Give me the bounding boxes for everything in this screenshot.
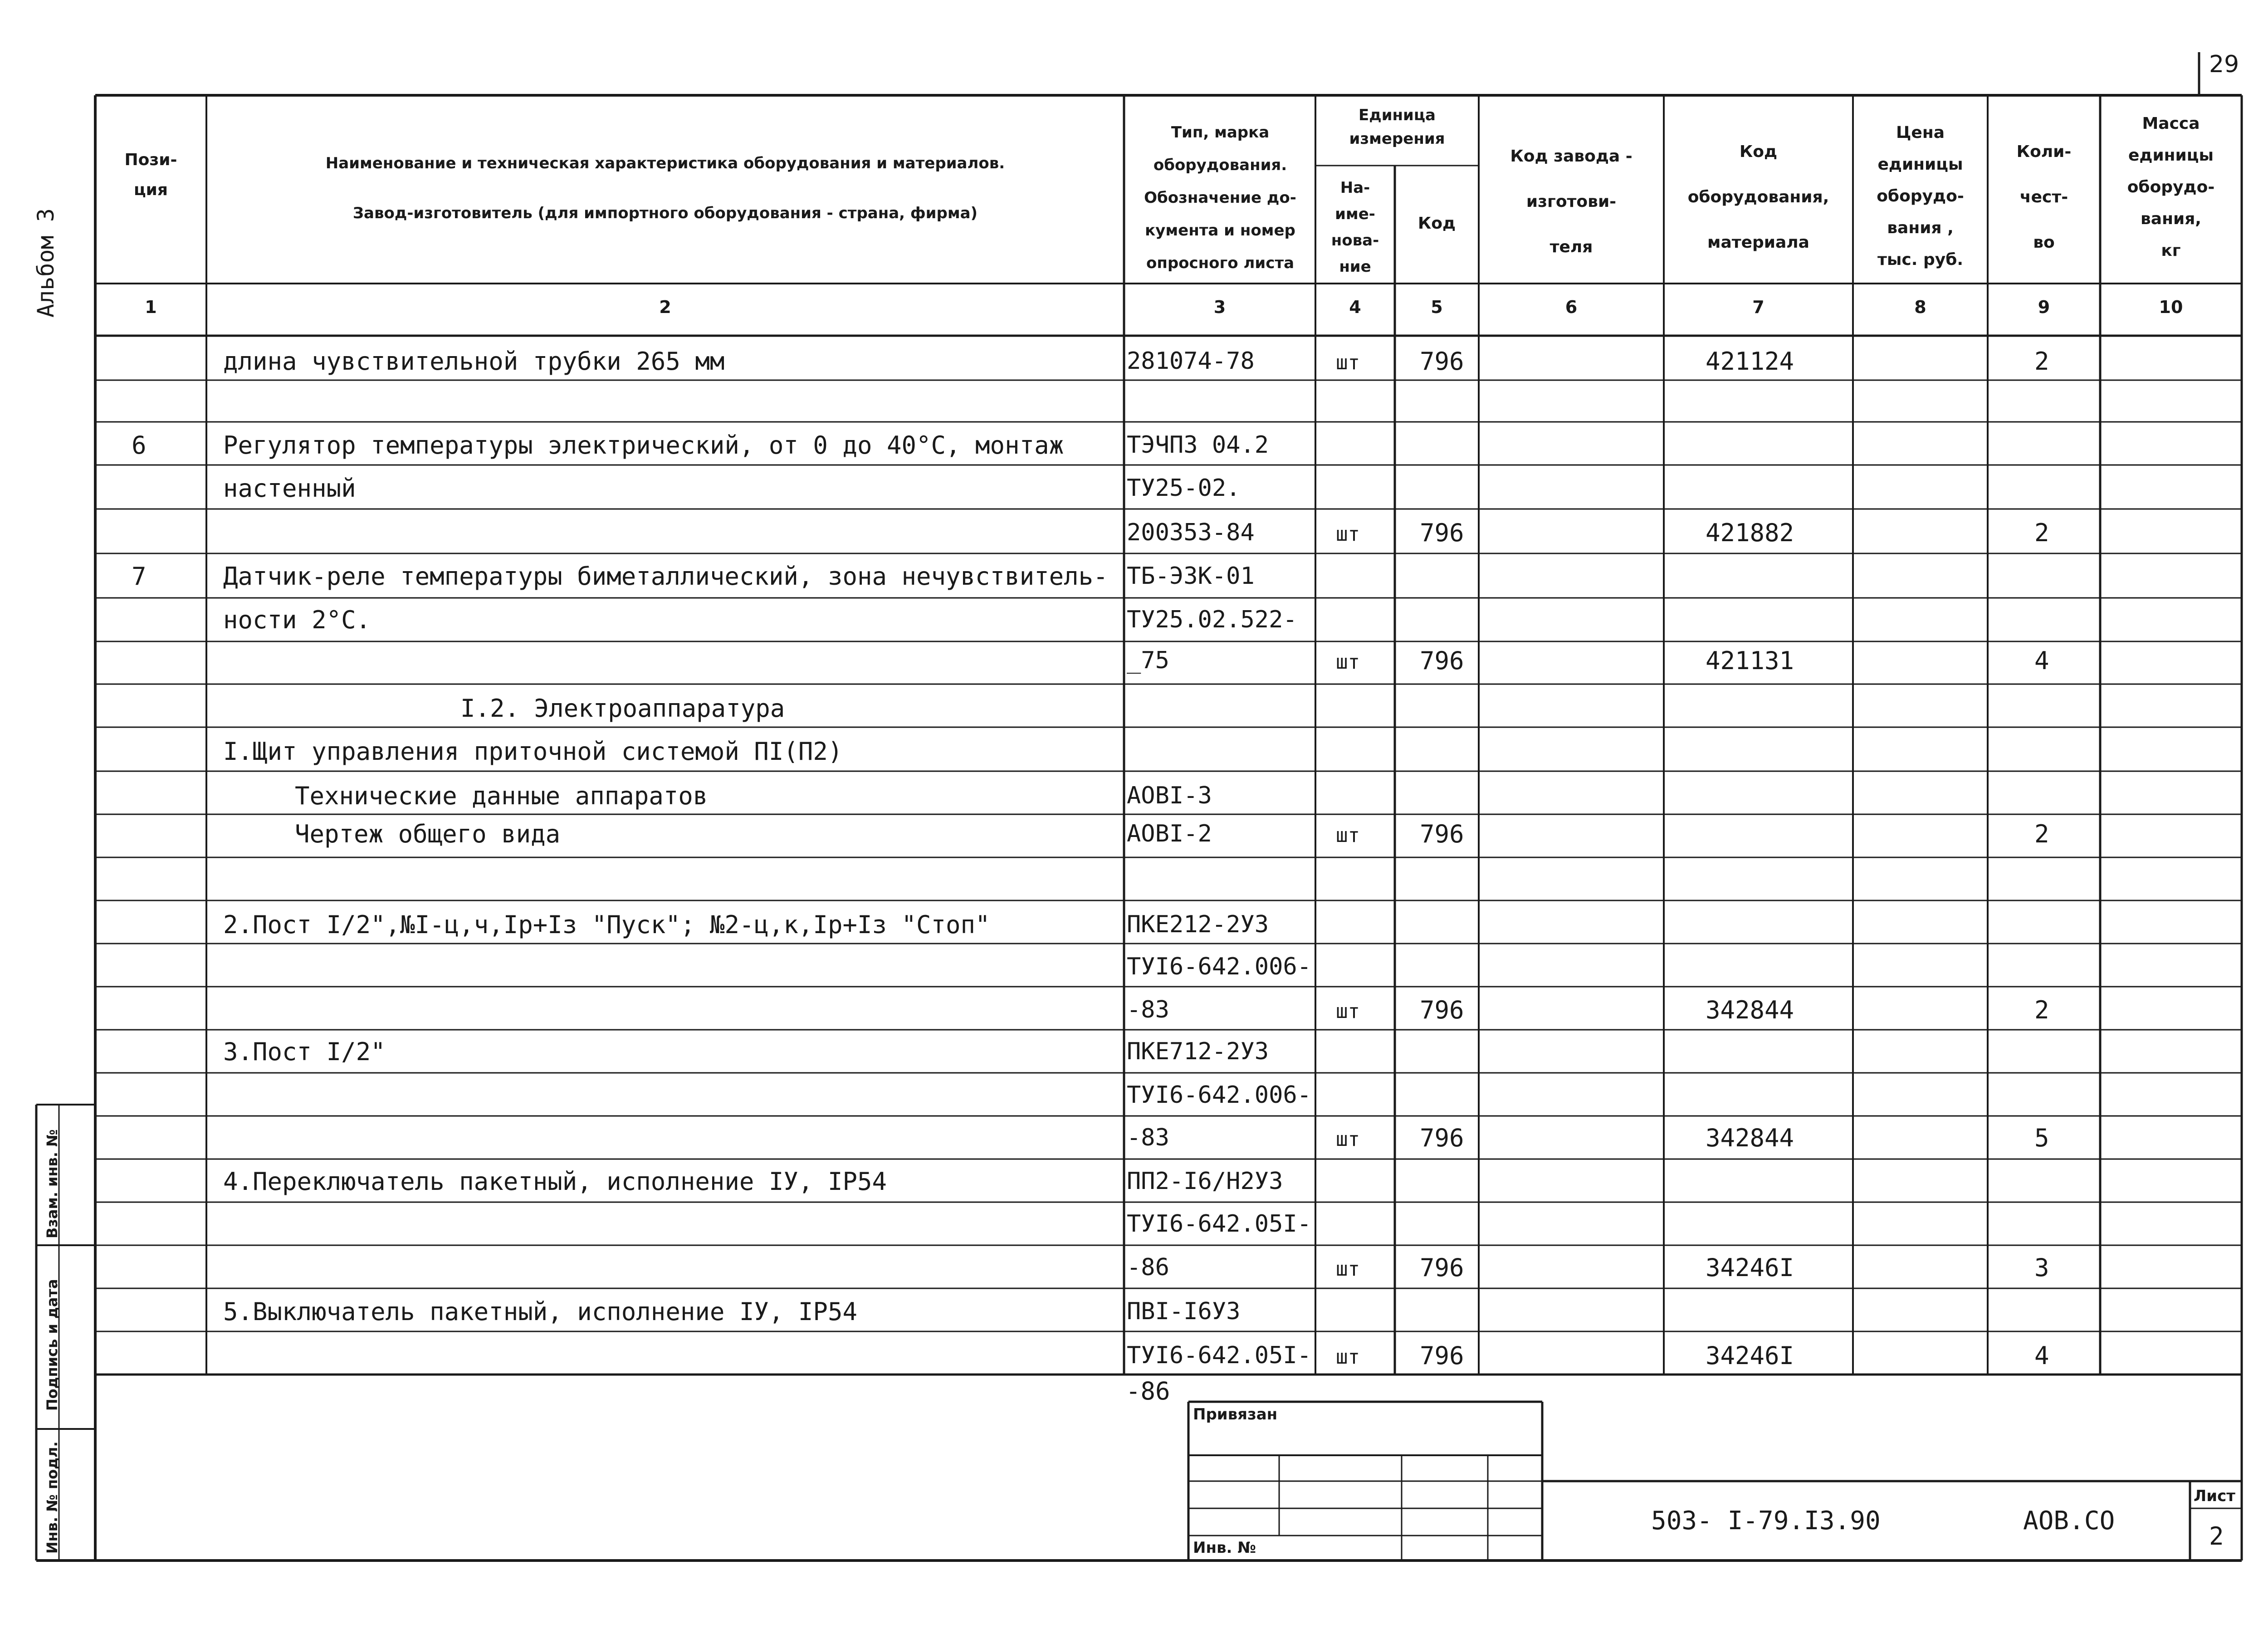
unit-name-cell: шт bbox=[1336, 651, 1360, 674]
header-price: Цена единицы оборудо- вания , тыс. руб. bbox=[1877, 123, 1964, 269]
column-number: 4 bbox=[1349, 297, 1361, 317]
name-cell: 4.Переключатель пакетный, исполнение IУ, IР54 bbox=[223, 1167, 887, 1196]
type-cell: ПП2-I6/Н2УЗ bbox=[1127, 1168, 1283, 1195]
name-cell: Регулятор температуры электрический, от 0 до 40°С, монтаж bbox=[223, 431, 1064, 460]
type-cell: ТУ25.02.522- bbox=[1127, 606, 1297, 633]
column-number: 3 bbox=[1213, 297, 1226, 317]
name-cell: I.Щит управления приточной системой ПI(П2) bbox=[223, 737, 843, 766]
unit-code-cell: 796 bbox=[1420, 519, 1464, 547]
name-cell: 3.Пост I/2" bbox=[223, 1037, 386, 1066]
material-code-cell: 421124 bbox=[1706, 347, 1794, 376]
column-number: 10 bbox=[2159, 297, 2183, 317]
album-label: Альбом 3 bbox=[33, 208, 59, 318]
type-cell: ТУ25-02. bbox=[1127, 475, 1241, 502]
header-unit-code: Код bbox=[1418, 214, 1456, 233]
type-cell: ПКЕ712-2УЗ bbox=[1127, 1038, 1269, 1065]
column-number: 9 bbox=[2038, 297, 2050, 317]
unit-name-cell: шт bbox=[1336, 824, 1360, 847]
name-cell: Технические данные аппаратов bbox=[295, 782, 708, 810]
header-unit-group: Единица измерения bbox=[1349, 106, 1445, 148]
unit-name-cell: шт bbox=[1336, 351, 1360, 374]
material-code-cell: 342844 bbox=[1706, 1124, 1794, 1152]
continuation-text: -86 bbox=[1126, 1377, 1170, 1405]
material-code-cell: 34246I bbox=[1706, 1253, 1794, 1282]
unit-code-cell: 796 bbox=[1420, 347, 1464, 376]
list-label: Лист bbox=[2194, 1487, 2235, 1505]
stamp-vzam: Взам. инв. № bbox=[44, 1129, 61, 1238]
type-cell: 281074-78 bbox=[1127, 347, 1255, 375]
sheet-code: АОВ.СО bbox=[2023, 1506, 2115, 1536]
inv-no-label: Инв. № bbox=[1193, 1539, 1256, 1557]
type-cell: ПВI-I6УЗ bbox=[1127, 1298, 1241, 1325]
quantity-cell: 3 bbox=[2034, 1253, 2049, 1282]
unit-name-cell: шт bbox=[1336, 1128, 1360, 1151]
header-factory-code: Код завода - изготови- теля bbox=[1510, 147, 1633, 256]
quantity-cell: 4 bbox=[2034, 1341, 2049, 1370]
type-cell: АОВI-2 bbox=[1127, 820, 1212, 847]
document-code: 503- I-79.I3.90 bbox=[1651, 1506, 1881, 1536]
type-cell: ТБ-ЭЗК-01 bbox=[1127, 563, 1255, 590]
header-name: Наименование и техническая характеристика оборудования и материалов. Завод-изготовитель (для импортного оборудования - страна, фирма) bbox=[325, 154, 1005, 222]
column-number: 2 bbox=[659, 297, 671, 317]
header-mass: Масса единицы оборудо- вания, кг bbox=[2127, 114, 2215, 260]
unit-code-cell: 796 bbox=[1420, 1253, 1464, 1282]
quantity-cell: 2 bbox=[2034, 820, 2049, 848]
material-code-cell: 421882 bbox=[1706, 519, 1794, 547]
header-unit-name: На- име- нова- ние bbox=[1331, 179, 1379, 276]
column-number: 8 bbox=[1914, 297, 1926, 317]
type-cell: _75 bbox=[1127, 647, 1169, 674]
quantity-cell: 2 bbox=[2034, 347, 2049, 376]
unit-name-cell: шт bbox=[1336, 1257, 1360, 1281]
position-cell: 7 bbox=[132, 562, 147, 591]
header-position: Пози- ция bbox=[124, 151, 177, 199]
unit-code-cell: 796 bbox=[1420, 1124, 1464, 1152]
unit-name-cell: шт bbox=[1336, 1000, 1360, 1023]
unit-code-cell: 796 bbox=[1420, 646, 1464, 675]
name-cell: 5.Выключатель пакетный, исполнение IУ, IР54 bbox=[223, 1297, 857, 1326]
position-cell: 6 bbox=[132, 431, 147, 460]
type-cell: ТУI6-642.05I- bbox=[1127, 1210, 1311, 1238]
header-quantity: Коли- чест- во bbox=[2016, 142, 2072, 252]
column-number: 1 bbox=[145, 297, 157, 317]
column-number: 5 bbox=[1431, 297, 1443, 317]
unit-code-cell: 796 bbox=[1420, 996, 1464, 1024]
name-cell: 2.Пост I/2",№I-ц,ч,Iр+Iз "Пуск"; №2-ц,к,Iр+Iз "Стоп" bbox=[223, 910, 990, 939]
type-cell: ПКЕ212-2УЗ bbox=[1127, 911, 1269, 938]
header-type: Тип, марка оборудования. Обозначение до- кумента и номер опросного листа bbox=[1144, 123, 1296, 272]
name-cell: Чертеж общего вида bbox=[295, 820, 561, 848]
name-cell: Датчик-реле температуры биметаллический, зона нечувствитель- bbox=[223, 562, 1108, 591]
unit-code-cell: 796 bbox=[1420, 820, 1464, 848]
name-cell: настенный bbox=[223, 474, 356, 503]
type-cell: -86 bbox=[1127, 1254, 1169, 1281]
name-cell: I.2. Электроаппаратура bbox=[460, 694, 785, 723]
privyazan-label: Привязан bbox=[1193, 1405, 1278, 1424]
stamp-inv-podl: Инв. № подл. bbox=[44, 1441, 61, 1554]
quantity-cell: 4 bbox=[2034, 646, 2049, 675]
unit-name-cell: шт bbox=[1336, 1345, 1360, 1369]
type-cell: 200353-84 bbox=[1127, 519, 1255, 546]
material-code-cell: 421131 bbox=[1706, 646, 1794, 675]
material-code-cell: 342844 bbox=[1706, 996, 1794, 1024]
column-number: 7 bbox=[1752, 297, 1765, 317]
type-cell: -83 bbox=[1127, 996, 1169, 1023]
type-cell: ТЭЧПЗ 04.2 bbox=[1127, 431, 1269, 459]
quantity-cell: 5 bbox=[2034, 1124, 2049, 1152]
quantity-cell: 2 bbox=[2034, 519, 2049, 547]
header-material-code: Код оборудования, материала bbox=[1687, 142, 1829, 252]
type-cell: ТУI6-642.006- bbox=[1127, 1081, 1311, 1109]
unit-name-cell: шт bbox=[1336, 523, 1360, 546]
quantity-cell: 2 bbox=[2034, 996, 2049, 1024]
name-cell: длина чувствительной трубки 265 мм bbox=[223, 347, 725, 376]
name-cell: ности 2°С. bbox=[223, 606, 371, 634]
type-cell: ТУI6-642.006- bbox=[1127, 953, 1311, 980]
type-cell: ТУI6-642.05I- bbox=[1127, 1342, 1311, 1369]
stamp-podpis: Подпись и дата bbox=[44, 1279, 61, 1411]
material-code-cell: 34246I bbox=[1706, 1341, 1794, 1370]
type-cell: -83 bbox=[1127, 1124, 1169, 1151]
list-number: 2 bbox=[2209, 1522, 2224, 1551]
page-number: 29 bbox=[2209, 51, 2239, 78]
column-number: 6 bbox=[1565, 297, 1578, 317]
type-cell: АОВI-3 bbox=[1127, 782, 1212, 809]
unit-code-cell: 796 bbox=[1420, 1341, 1464, 1370]
